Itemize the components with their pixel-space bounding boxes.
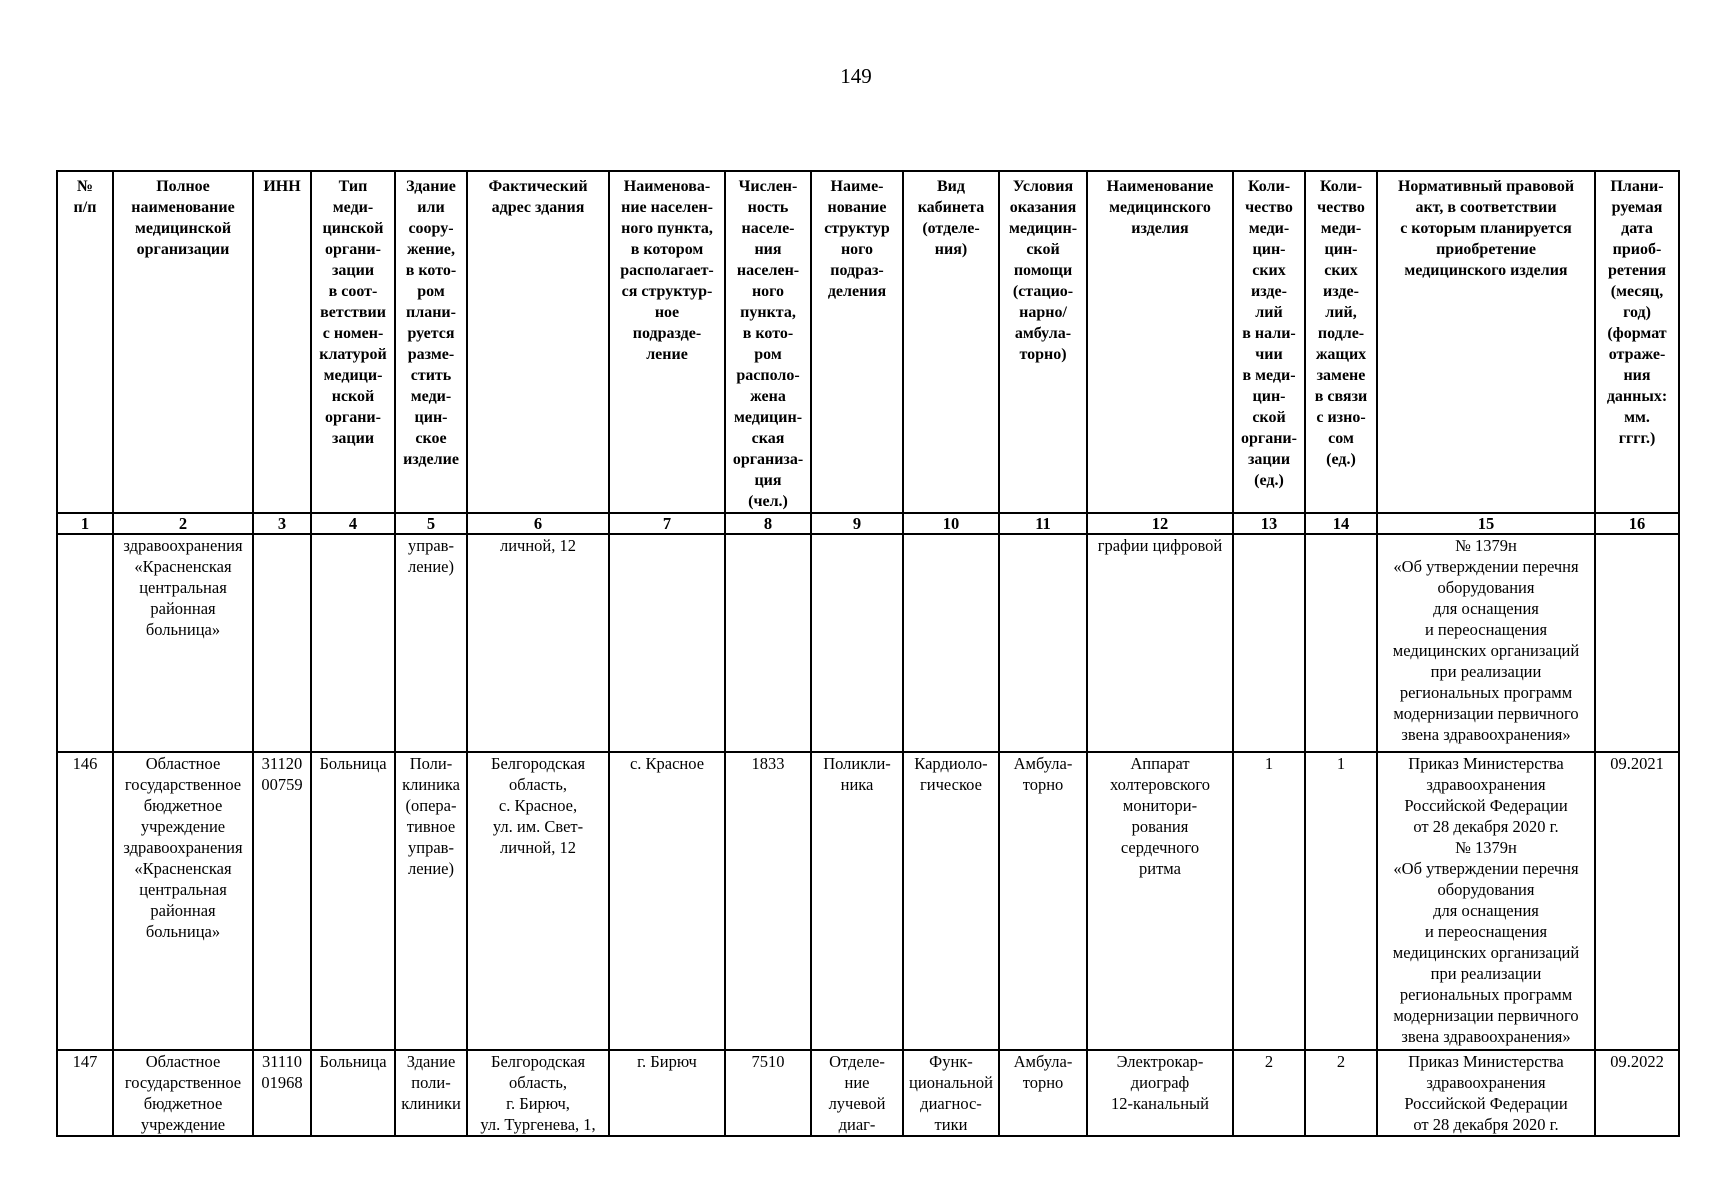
column-number: 8 [725,513,811,534]
table-header-row [57,171,1679,513]
header-cell: Здание или соору- жение, в кото- ром плани- руется разме- стить меди- цин- ское изделие [395,171,467,513]
care-conditions-cell [999,534,1087,752]
settlement-cell: г. Бирюч [609,1050,725,1136]
medical-equipment-table [56,170,1680,1137]
legal-act-cell: Приказ Министерства здравоохранения Российской Федерации от 28 декабря 2020 г. № 1379н «Об утверждении перечня оборудования для оснащения и переоснащения медицинских организаций при реализации региональных программ модернизации первичного звена здравоохранения» [1377,752,1595,1050]
subdivision-cell: Отделе- ние лучевой диаг- [811,1050,903,1136]
planned-date-cell: 09.2021 [1595,752,1679,1050]
column-number: 12 [1087,513,1233,534]
column-number: 5 [395,513,467,534]
header-cell: Коли- чество меди- цин- ских изде- лий, подле- жащих замене в связи с изно- сом (ед.) [1305,171,1377,513]
column-number: 16 [1595,513,1679,534]
legal-act-cell: Приказ Министерства здравоохранения Российской Федерации от 28 декабря 2020 г. [1377,1050,1595,1136]
address-cell: Белгородская область, г. Бирюч, ул. Тургенева, 1, [467,1050,609,1136]
cabinet-type-cell: Кардиоло- гическое [903,752,999,1050]
row-number-cell: 146 [57,752,113,1050]
header-cell: Тип меди- цинской органи- зации в соот- ветствии с номен- клатурой медици- нской органи- зации [311,171,395,513]
header-cell: Вид кабинета (отделе- ния) [903,171,999,513]
organization-type-cell: Больница [311,752,395,1050]
column-number: 6 [467,513,609,534]
table-row [57,534,1679,752]
column-number: 4 [311,513,395,534]
column-number: 14 [1305,513,1377,534]
page-number: 149 [840,64,872,88]
column-number: 13 [1233,513,1305,534]
address-cell: личной, 12 [467,534,609,752]
organization-type-cell [311,534,395,752]
population-cell: 1833 [725,752,811,1050]
population-cell [725,534,811,752]
devices-available-cell: 1 [1233,752,1305,1050]
device-name-cell: Аппарат холтеровского монитори- рования сердечного ритма [1087,752,1233,1050]
header-cell: Коли- чество меди- цин- ских изде- лий в нали- чии в меди- цин- ской органи- зации (ед.) [1233,171,1305,513]
inn-cell: 31110 01968 [253,1050,311,1136]
device-name-cell: Электрокар- диограф 12-канальный [1087,1050,1233,1136]
header-cell: Фактический адрес здания [467,171,609,513]
row-number-cell: 147 [57,1050,113,1136]
inn-cell [253,534,311,752]
header-cell: ИНН [253,171,311,513]
address-cell: Белгородская область, с. Красное, ул. им. Свет- личной, 12 [467,752,609,1050]
settlement-cell [609,534,725,752]
column-number: 7 [609,513,725,534]
settlement-cell: с. Красное [609,752,725,1050]
organization-name-cell: здравоохранения «Красненская центральная районная больница» [113,534,253,752]
subdivision-cell: Поликли- ника [811,752,903,1050]
population-cell: 7510 [725,1050,811,1136]
header-cell: Наиме- нование структур ного подраз- деления [811,171,903,513]
table-row [57,752,1679,1050]
row-number-cell [57,534,113,752]
devices-to-replace-cell [1305,534,1377,752]
column-number: 2 [113,513,253,534]
cabinet-type-cell: Функ- циональной диагнос- тики [903,1050,999,1136]
devices-available-cell: 2 [1233,1050,1305,1136]
header-cell: Числен- ность населе- ния населен- ного пункта, в кото- ром располо- жена медицин- ская организа- ция (чел.) [725,171,811,513]
header-cell: Наименование медицинского изделия [1087,171,1233,513]
devices-to-replace-cell: 1 [1305,752,1377,1050]
column-number: 9 [811,513,903,534]
planned-date-cell [1595,534,1679,752]
column-number: 15 [1377,513,1595,534]
header-cell: Условия оказания медицин- ской помощи (стацио- нарно/ амбула- торно) [999,171,1087,513]
organization-name-cell: Областное государственное бюджетное учреждение [113,1050,253,1136]
building-cell: Здание поли- клиники [395,1050,467,1136]
header-cell: Полное наименование медицинской организации [113,171,253,513]
care-conditions-cell: Амбула- торно [999,752,1087,1050]
legal-act-cell: № 1379н «Об утверждении перечня оборудования для оснащения и переоснащения медицинских организаций при реализации региональных программ модернизации первичного звена здравоохранения» [1377,534,1595,752]
column-number: 3 [253,513,311,534]
organization-type-cell: Больница [311,1050,395,1136]
building-cell: Поли- клиника (опера- тивное управ- ление) [395,752,467,1050]
building-cell: управ- ление) [395,534,467,752]
column-number: 1 [57,513,113,534]
planned-date-cell: 09.2022 [1595,1050,1679,1136]
header-cell: Наименова- ние населен- ного пункта, в котором располагает- ся структур- ное подразде- ление [609,171,725,513]
cabinet-type-cell [903,534,999,752]
column-number: 10 [903,513,999,534]
column-number: 11 [999,513,1087,534]
inn-cell: 31120 00759 [253,752,311,1050]
header-cell: Плани- руемая дата приоб- ретения (месяц, год) (формат отраже- ния данных: мм. гггг.) [1595,171,1679,513]
device-name-cell: графии цифровой [1087,534,1233,752]
table-row [57,1050,1679,1136]
devices-to-replace-cell: 2 [1305,1050,1377,1136]
organization-name-cell: Областное государственное бюджетное учреждение здравоохранения «Красненская центральная районная больница» [113,752,253,1050]
subdivision-cell [811,534,903,752]
care-conditions-cell: Амбула- торно [999,1050,1087,1136]
header-cell: Нормативный правовой акт, в соответствии с которым планируется приобретение медицинского изделия [1377,171,1595,513]
column-number-row [57,513,1679,534]
header-cell: № п/п [57,171,113,513]
devices-available-cell [1233,534,1305,752]
